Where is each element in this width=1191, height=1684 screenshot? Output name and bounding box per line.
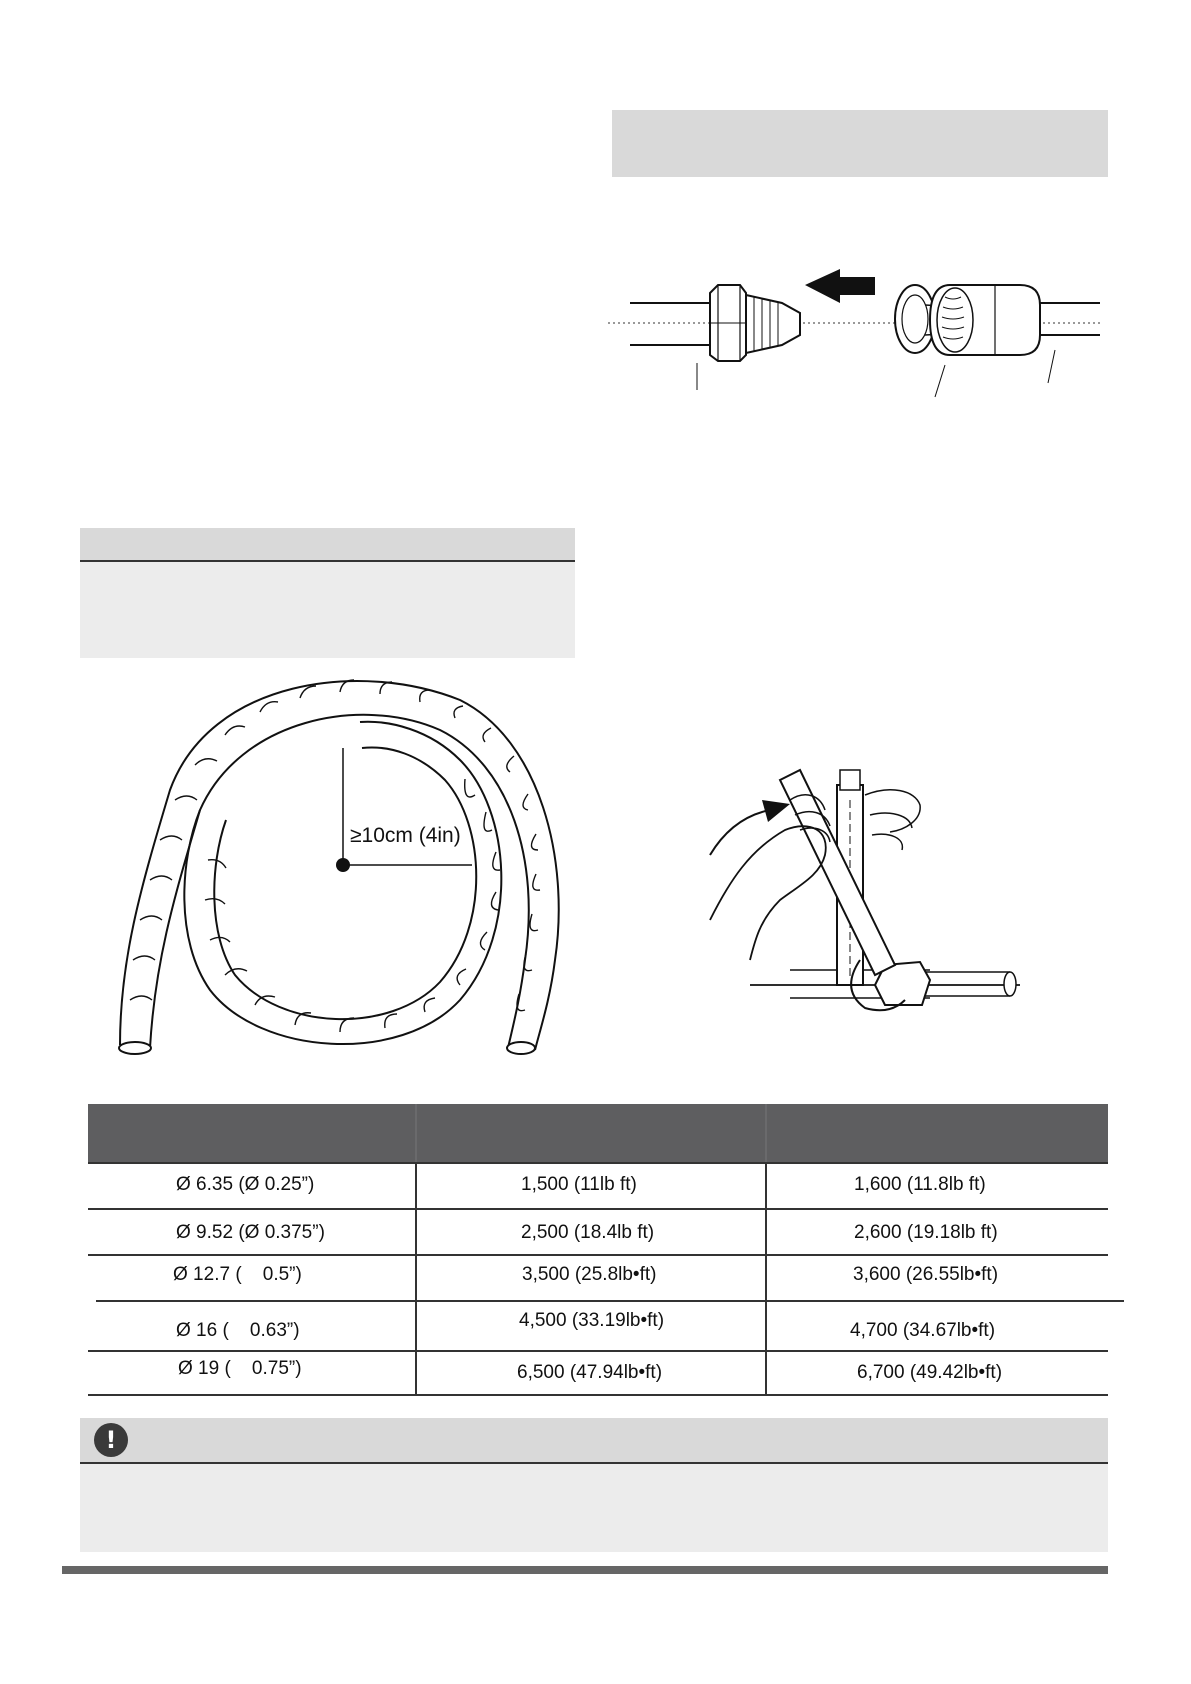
pipe-diameter-cell: Ø 19 ( 0.75”) (178, 1358, 302, 1379)
torque-cell-b: 3,600 (26.55lb•ft) (853, 1264, 999, 1285)
torque-cell-a: 1,500 (11lb ft) (521, 1174, 637, 1195)
torque-cell-a: 6,500 (47.94lb•ft) (517, 1362, 663, 1383)
pipe-bend-radius-figure (100, 660, 580, 1060)
torque-cell-a: 4,500 (33.19lb•ft) (519, 1310, 665, 1331)
table-row (88, 1254, 1108, 1300)
exclamation-icon: ! (94, 1423, 128, 1457)
flare-nut-connection-figure (600, 255, 1110, 405)
direction-arrow-icon (805, 269, 875, 303)
torque-cell-b: 4,700 (34.67lb•ft) (850, 1320, 996, 1341)
torque-table (88, 1104, 1108, 1394)
footer-rule (62, 1566, 1108, 1574)
torque-cell-b: 2,600 (19.18lb ft) (854, 1222, 998, 1243)
rotation-arrow-icon (762, 800, 790, 822)
section-text-box-left (80, 562, 575, 658)
note-body (80, 1464, 1108, 1552)
section-heading-band-left (80, 528, 575, 562)
torque-cell-b: 1,600 (11.8lb ft) (854, 1174, 986, 1195)
torque-cell-b: 6,700 (49.42lb•ft) (857, 1362, 1003, 1383)
pipe-diameter-cell: Ø 9.52 (Ø 0.375”) (176, 1222, 325, 1243)
bend-radius-label: ≥10cm (4in) (350, 824, 461, 847)
bend-center-point (336, 858, 350, 872)
pipe-diameter-cell: Ø 16 ( 0.63”) (176, 1320, 300, 1341)
pipe-diameter-cell: Ø 12.7 ( 0.5”) (173, 1264, 302, 1285)
table-row (88, 1300, 1108, 1350)
torque-wrench-figure (690, 760, 1030, 1020)
table-row (88, 1208, 1108, 1254)
table-header (88, 1104, 1108, 1162)
pipe-diameter-cell: Ø 6.35 (Ø 0.25”) (176, 1174, 315, 1195)
note-header (80, 1418, 1108, 1464)
table-row (88, 1350, 1108, 1394)
torque-cell-a: 2,500 (18.4lb ft) (521, 1222, 655, 1243)
torque-cell-a: 3,500 (25.8lb•ft) (522, 1264, 657, 1285)
section-heading-band-right (612, 110, 1108, 177)
table-row (88, 1162, 1108, 1208)
